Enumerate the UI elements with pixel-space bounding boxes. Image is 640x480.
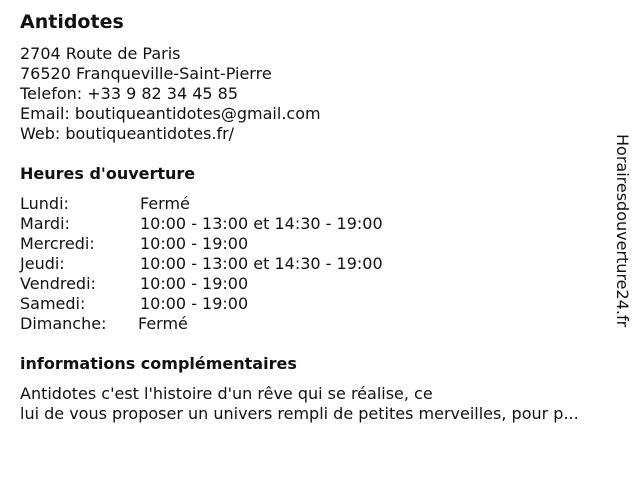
hours-day: Mercredi: xyxy=(20,234,95,253)
hours-row xyxy=(20,294,620,314)
info-line-2: lui de vous proposer un univers rempli de petites merveilles, pour p... xyxy=(20,404,579,423)
hours-row xyxy=(20,194,620,214)
hours-row xyxy=(20,254,620,274)
hours-day: Samedi: xyxy=(20,294,86,313)
hours-day: Lundi: xyxy=(20,194,69,213)
hours-row xyxy=(20,314,620,334)
phone-line[interactable]: Telefon: +33 9 82 34 45 85 xyxy=(20,84,239,103)
address-line-1: 2704 Route de Paris xyxy=(20,44,181,63)
side-brand-watermark: Horairesdouverture24.fr xyxy=(613,134,632,328)
info-line-1: Antidotes c'est l'histoire d'un rêve qui se réalise, ce xyxy=(20,384,433,403)
hours-day: Dimanche: xyxy=(20,314,107,333)
hours-time: Fermé xyxy=(138,314,188,333)
hours-day: Jeudi: xyxy=(20,254,65,273)
additional-info-heading: informations complémentaires xyxy=(20,354,297,373)
hours-row xyxy=(20,274,620,294)
business-card xyxy=(20,10,620,424)
hours-time: 10:00 - 13:00 et 14:30 - 19:00 xyxy=(140,254,383,273)
additional-info-text xyxy=(20,384,620,424)
business-name: Antidotes xyxy=(20,11,124,33)
hours-day: Mardi: xyxy=(20,214,70,233)
address-line-2: 76520 Franqueville-Saint-Pierre xyxy=(20,64,272,83)
hours-time: Fermé xyxy=(140,194,190,213)
hours-row xyxy=(20,214,620,234)
web-line[interactable]: Web: boutiqueantidotes.fr/ xyxy=(20,124,235,143)
email-line[interactable]: Email: boutiqueantidotes@gmail.com xyxy=(20,104,321,123)
hours-row xyxy=(20,234,620,254)
hours-time: 10:00 - 19:00 xyxy=(140,234,249,253)
hours-day: Vendredi: xyxy=(20,274,96,293)
opening-hours-heading: Heures d'ouverture xyxy=(20,164,196,183)
hours-time: 10:00 - 19:00 xyxy=(140,294,249,313)
hours-time: 10:00 - 13:00 et 14:30 - 19:00 xyxy=(140,214,383,233)
opening-hours-table xyxy=(20,194,620,334)
hours-time: 10:00 - 19:00 xyxy=(140,274,249,293)
